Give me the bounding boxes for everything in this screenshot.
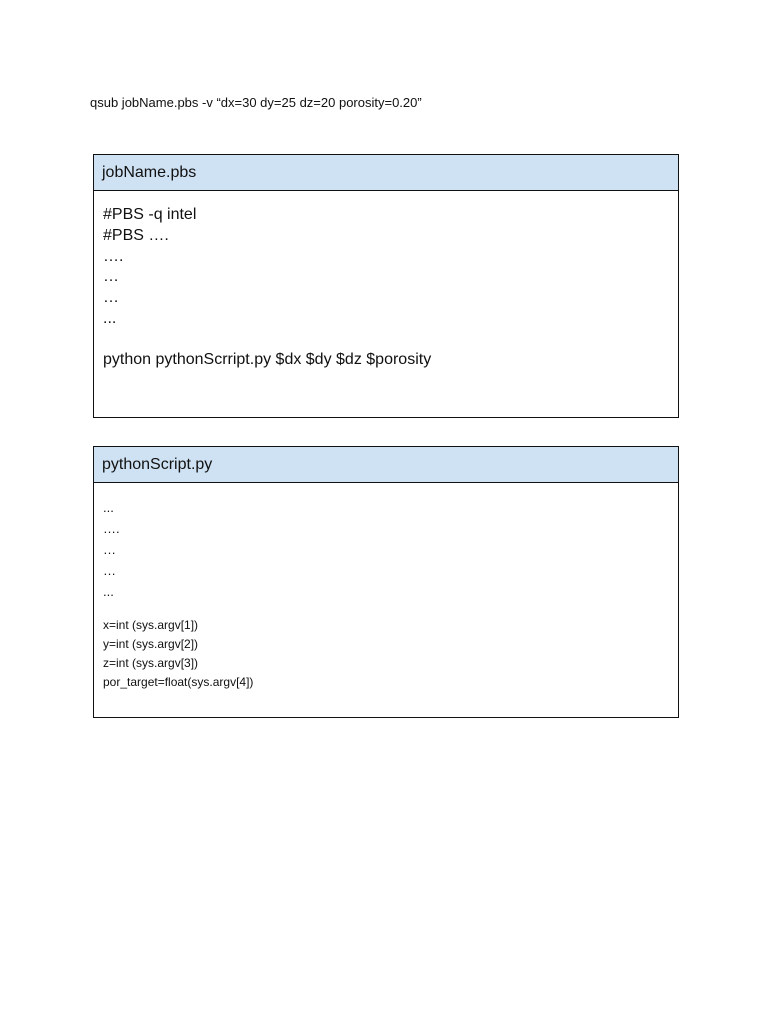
job-file-line: #PBS …. [103,226,169,244]
script-ellipsis-line: …. [103,521,120,536]
script-ellipsis-line: ... [103,500,114,515]
script-code-line: por_target=float(sys.argv[4]) [103,675,254,689]
job-file-body [94,191,678,371]
qsub-command: qsub jobName.pbs -v “dx=30 dy=25 dz=20 porosity=0.20” [90,95,422,110]
script-ellipsis-line: … [103,563,116,578]
script-code-line: z=int (sys.argv[3]) [103,656,199,670]
python-script-body [94,483,678,692]
job-file-line: ... [103,309,117,327]
job-file-line: …. [103,247,124,265]
job-file-line: … [103,268,119,286]
script-ellipsis-line: ... [103,584,114,599]
job-file-title: jobName.pbs [94,155,678,191]
python-script-title: pythonScript.py [94,447,678,483]
python-call-line: python pythonScrript.py $dx $dy $dz $porosity [103,350,432,368]
script-ellipsis-line: … [103,542,116,557]
python-script-box [93,446,679,718]
job-file-box [93,154,679,418]
job-file-line: … [103,289,119,307]
script-code-line: y=int (sys.argv[2]) [103,637,199,651]
job-file-line: #PBS -q intel [103,206,197,223]
script-code-line: x=int (sys.argv[1]) [103,618,199,632]
